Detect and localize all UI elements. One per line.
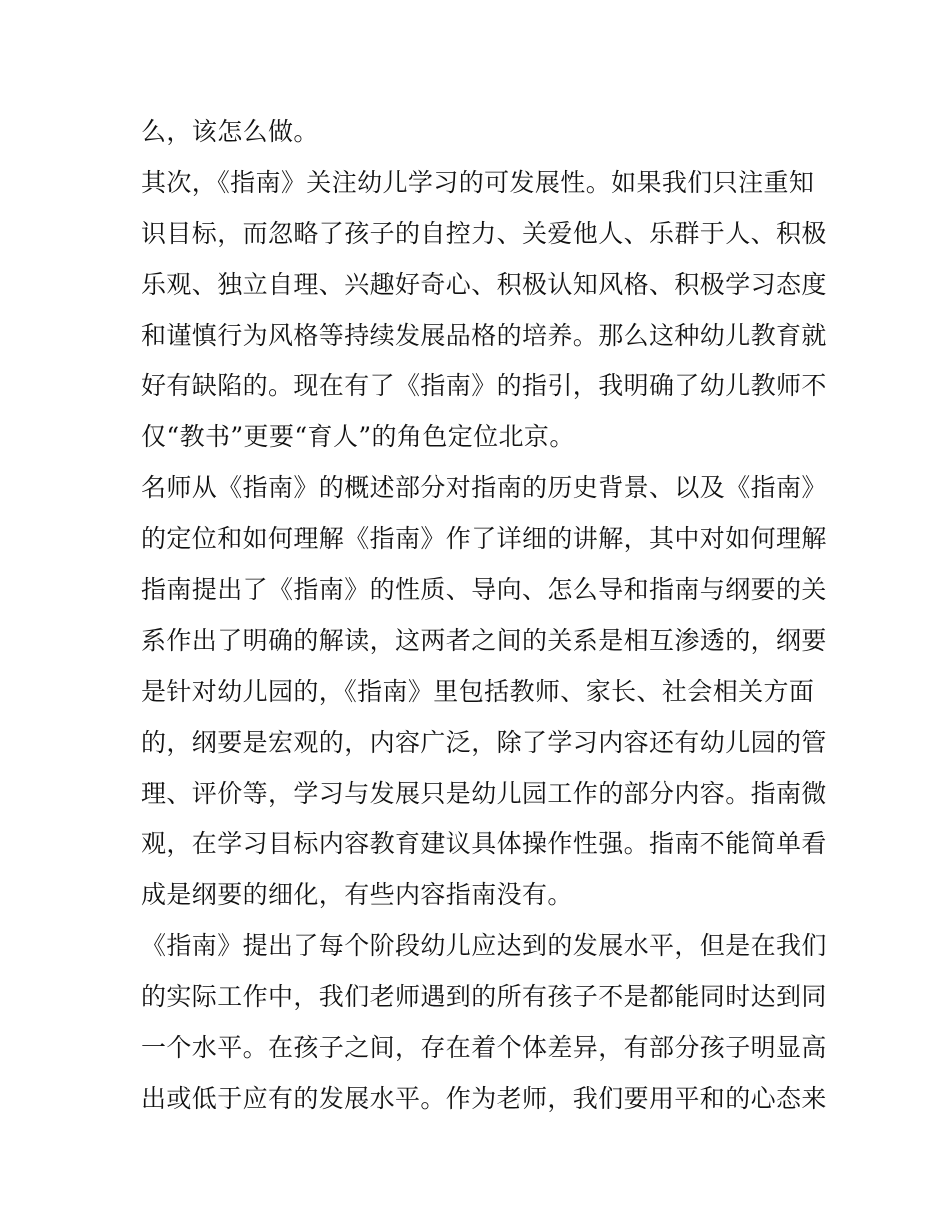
text-line: 观，在学习目标内容教育建议具体操作性强。指南不能简单看 [141, 829, 827, 859]
text-line: 仅“教书”更要“育人”的角色定位北京。 [141, 422, 575, 452]
text-line: 理、评价等，学习与发展只是幼儿园工作的部分内容。指南微 [141, 778, 827, 808]
text-line: 识目标，而忽略了孩子的自控力、关爱他人、乐群于人、积极 [141, 218, 827, 248]
text-line: 是针对幼儿园的，《指南》里包括教师、家长、社会相关方面 [141, 676, 815, 706]
text-line: 乐观、独立自理、兴趣好奇心、积极认知风格、积极学习态度 [141, 269, 827, 299]
text-line: 么，该怎么做。 [141, 117, 319, 146]
text-line: 好有缺陷的。现在有了《指南》的指引，我明确了幼儿教师不 [141, 371, 827, 401]
text-line: 的定位和如何理解《指南》作了详细的讲解，其中对如何理解 [141, 524, 827, 554]
text-line: 指南提出了《指南》的性质、导向、怎么导和指南与纲要的关 [141, 575, 827, 605]
text-line: 和谨慎行为风格等持续发展品格的培养。那么这种幼儿教育就 [141, 320, 827, 350]
text-line: 成是纲要的细化，有些内容指南没有。 [141, 880, 573, 910]
text-line: 的，纲要是宏观的，内容广泛，除了学习内容还有幼儿园的管 [141, 727, 827, 757]
text-line: 名师从《指南》的概述部分对指南的历史背景、以及《指南》 [141, 473, 827, 503]
text-line: 其次，《指南》关注幼儿学习的可发展性。如果我们只注重知 [141, 167, 815, 197]
text-line: 系作出了明确的解读，这两者之间的关系是相互渗透的，纲要 [141, 625, 827, 655]
text-line: 的实际工作中，我们老师遇到的所有孩子不是都能同时达到同 [141, 982, 827, 1012]
text-line: 出或低于应有的发展水平。作为老师，我们要用平和的心态来 [141, 1083, 827, 1113]
text-line: 一个水平。在孩子之间，存在着个体差异，有部分孩子明显高 [141, 1033, 827, 1063]
text-line: 《指南》提出了每个阶段幼儿应达到的发展水平，但是在我们 [141, 931, 827, 961]
body-text [141, 107, 827, 1125]
